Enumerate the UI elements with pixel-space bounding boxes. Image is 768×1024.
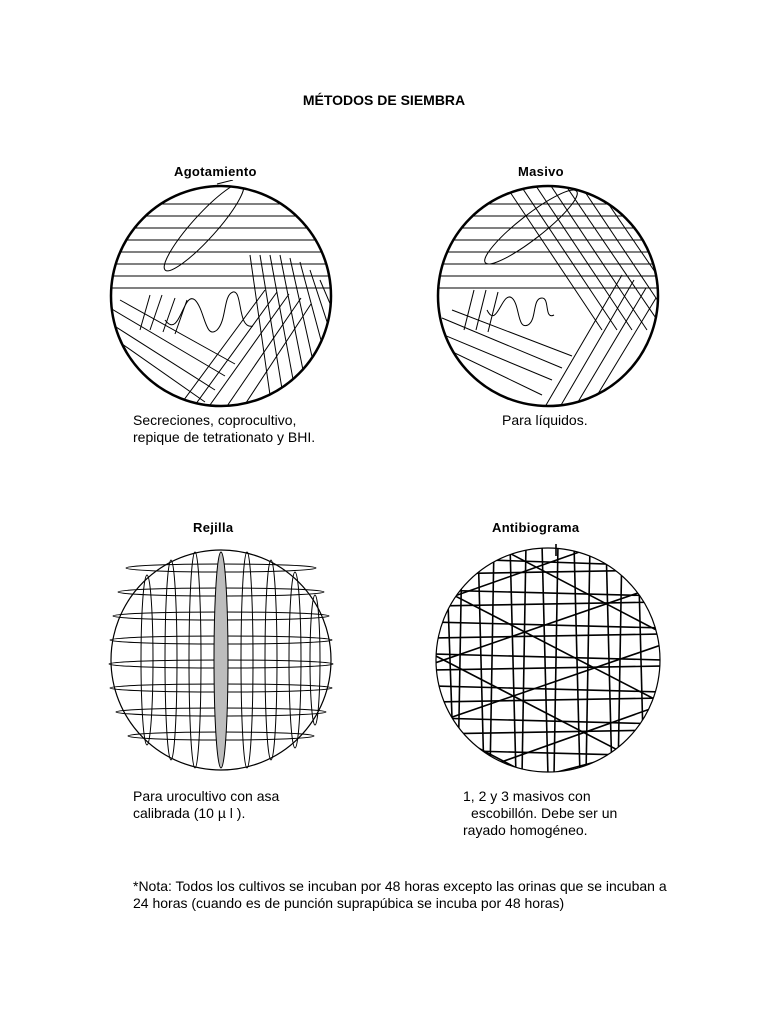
caption-rejilla xyxy=(133,788,279,822)
caption-line: repique de tetrationato y BHI. xyxy=(133,429,316,445)
caption-line: rayado homogéneo. xyxy=(463,822,588,838)
caption-agotamiento xyxy=(133,412,315,446)
caption-antibiograma xyxy=(463,788,617,839)
caption-masivo xyxy=(502,412,588,429)
dish-masivo xyxy=(432,180,664,412)
caption-line: Para urocultivo con asa xyxy=(133,788,280,804)
label-agotamiento: Agotamiento xyxy=(174,164,257,179)
dish-rejilla xyxy=(105,544,337,776)
label-antibiograma: Antibiograma xyxy=(492,520,580,535)
caption-line: 1, 2 y 3 masivos con xyxy=(463,788,591,804)
caption-line: calibrada (10 µ l ). xyxy=(133,805,246,821)
dish-antibiograma xyxy=(432,544,664,776)
label-rejilla: Rejilla xyxy=(193,520,234,535)
dish-agotamiento xyxy=(105,180,337,412)
caption-line: escobillón. Debe ser un xyxy=(471,805,618,821)
page-title: MÉTODOS DE SIEMBRA xyxy=(302,92,466,108)
caption-line: Para líquidos. xyxy=(502,412,588,428)
label-masivo: Masivo xyxy=(518,164,564,179)
caption-line: Secreciones, coprocultivo, xyxy=(133,412,297,428)
footnote: *Nota: Todos los cultivos se incuban por 48 horas excepto las orinas que se incuban a 24 horas (cuando es de punción suprapúbica se incuba por 48 horas) xyxy=(133,878,667,911)
